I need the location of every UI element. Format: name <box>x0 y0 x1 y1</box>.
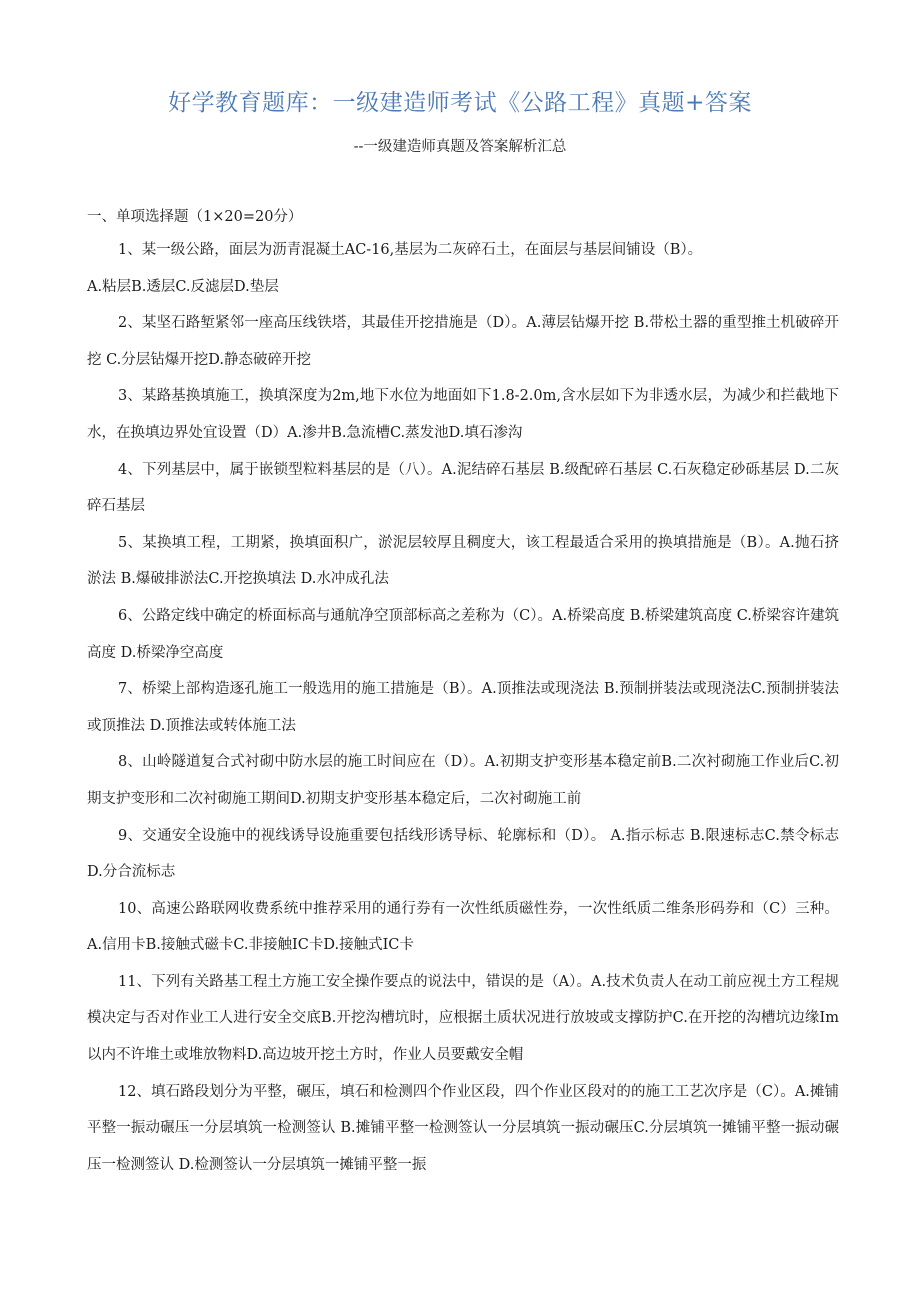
question-8: 8、山岭隧道复合式衬砌中防水层的施工时间应在（D）。A.初期支护变形基本稳定前B.二次衬砌施工作业后C.初期支护变形和二次衬砌施工期间D.初期支护变形基本稳定后，二次衬砌施工前 <box>87 754 839 807</box>
question-11: 11、下列有关路基工程土方施工安全操作要点的说法中，错误的是（A）。A.技术负责人在动工前应视土方工程规模决定与否对作业工人进行安全交底B.开挖沟槽坑时，应根据土质状况进行放坡或支撑防护C.在开挖的沟槽坑边缘Im以内不许堆土或堆放物料D.高边坡开挖土方时，作业人员要戴安全帽 <box>87 973 839 1064</box>
question-10: 10、高速公路联网收费系统中推荐采用的通行券有一次性纸质磁性券，一次性纸质二维条形码券和（C）三种。A.信用卡B.接触式磁卡C.非接触IC卡D.接触式IC卡 <box>87 900 839 954</box>
question-12: 12、填石路段划分为平整，碾压，填石和检测四个作业区段，四个作业区段对的的施工工艺次序是（C）。A.摊铺平整一振动碾压一分层填筑一检测签认 B.摊铺平整一检测签认一分层填筑一振动碾压C.分层填筑一摊铺平整一振动碾压一检测签认 D.检测签认一分层填筑一摊铺平整一振 <box>87 1083 839 1173</box>
section-heading: 一、单项选择题（1×20=20分） <box>87 209 303 225</box>
question-3: 3、某路基换填施工，换填深度为2m,地下水位为地面如下1.8-2.0m,含水层如下为非透水层，为减少和拦截地下水，在换填边界处宜设置（D）A.渗井B.急流槽C.蒸发池D.填石渗沟 <box>87 388 839 441</box>
question-9: 9、交通安全设施中的视线诱导设施重要包括线形诱导标、轮廓标和（D）。 A.指示标志 B.限速标志C.禁令标志 D.分合流标志 <box>87 827 839 881</box>
page-title: 好学教育题库：一级建造师考试《公路工程》真题+答案 <box>168 90 752 116</box>
question-7: 7、桥梁上部构造逐孔施工一般选用的施工措施是（B）。A.顶推法或现浇法 B.预制拼装法或现浇法C.预制拼装法或顶推法 D.顶推法或转体施工法 <box>87 681 839 734</box>
question-1-options: A.粘层B.透层C.反滤层D.垫层 <box>87 278 279 295</box>
page-subtitle: --一级建造师真题及答案解析汇总 <box>353 139 567 155</box>
question-5: 5、某换填工程，工期紧，换填面积广，淤泥层较厚且稠度大，该工程最适合采用的换填措施是（B）。A.抛石挤淤法 B.爆破排淤法C.开挖换填法 D.水冲成孔法 <box>87 534 839 588</box>
question-4: 4、下列基层中，属于嵌锁型粒料基层的是（八）。A.泥结碎石基层 B.级配碎石基层 C.石灰稳定砂砾基层 D.二灰碎石基层 <box>87 461 839 515</box>
question-2: 2、某坚石路堑紧邻一座高压线铁塔，其最佳开挖措施是（D）。A.薄层钻爆开挖 B.带松土器的重型推土机破碎开挖 C.分层钻爆开挖D.静态破碎开挖 <box>87 315 839 368</box>
question-6: 6、公路定线中确定的桥面标高与通航净空顶部标高之差称为（C）。A.桥梁高度 B.桥梁建筑高度 C.桥梁容许建筑高度 D.桥梁净空高度 <box>87 607 839 661</box>
question-1: 1、某一级公路，面层为沥青混凝土AC-16,基层为二灰碎石土，在面层与基层间铺设（B）。 <box>118 242 703 258</box>
question-list <box>87 232 839 1183</box>
